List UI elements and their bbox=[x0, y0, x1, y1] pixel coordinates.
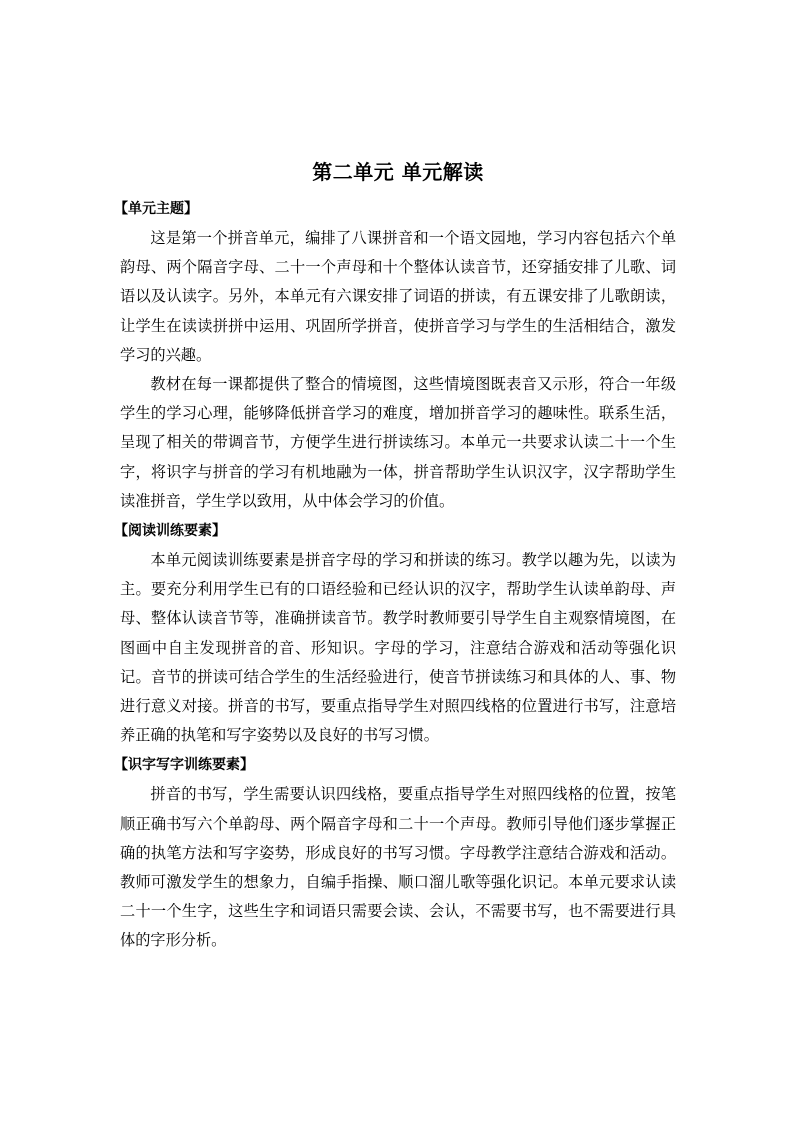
section-heading: 【识字写字训练要素】 bbox=[114, 757, 254, 774]
paragraph: 拼音的书写，学生需要认识四线格，要重点指导学生对照四线格的位置，按笔顺正确书写六个单韵母、两个隔音字母和二十一个声母。教师引导他们逐步掌握正确的执笔方法和写字姿势，形成良好的书写习惯。字母教学注意结合游戏和活动。教师可激发学生的想象力，自编手指操、顺口溜儿歌等强化识记。本单元要求认读二十一个生字，这些生字和词语只需要会读、会认，不需要书写，也不需要进行具体的字形分析。 bbox=[120, 785, 676, 950]
paragraph: 教材在每一课都提供了整合的情境图，这些情境图既表音又示形，符合一年级学生的学习心理，能够降低拼音学习的难度，增加拼音学习的趣味性。联系生活，呈现了相关的带调音节，方便学生进行拼读练习。本单元一共要求认读二十一个生字，将识字与拼音的学习有机地融为一体，拼音帮助学生认识汉字，汉字帮助学生读准拼音，学生学以致用，从中体会学习的价值。 bbox=[120, 375, 676, 510]
page-title: 第二单元 单元解读 bbox=[312, 160, 484, 184]
paragraph: 本单元阅读训练要素是拼音字母的学习和拼读的练习。教学以趣为先，以读为主。要充分利用学生已有的口语经验和已经认识的汉字，帮助学生认读单韵母、声母、整体认读音节等，准确拼读音节。教学时教师要引导学生自主观察情境图，在图画中自主发现拼音的音、形知识。字母的学习，注意结合游戏和活动等强化识记。音节的拼读可结合学生的生活经验进行，使音节拼读练习和具体的人、事、物进行意义对接。拼音的书写，要重点指导学生对照四线格的位置进行书写，注意培养正确的执笔和写字姿势以及良好的书写习惯。 bbox=[120, 551, 676, 745]
section-unit-theme bbox=[114, 198, 676, 516]
document-page bbox=[114, 158, 676, 960]
section-heading: 【阅读训练要素】 bbox=[114, 523, 226, 540]
section-literacy-writing bbox=[114, 754, 676, 955]
paragraph: 这是第一个拼音单元，编排了八课拼音和一个语文园地，学习内容包括六个单韵母、两个隔音字母、二十一个声母和十个整体认读音节，还穿插安排了儿歌、词语以及认读字。另外，本单元有六课安排了词语的拼读，有五课安排了儿歌朗读，让学生在读读拼拼中运用、巩固所学拼音，使拼音学习与学生的生活相结合，激发学习的兴趣。 bbox=[120, 229, 676, 364]
section-heading: 【单元主题】 bbox=[114, 201, 198, 217]
section-reading-training bbox=[114, 520, 676, 750]
